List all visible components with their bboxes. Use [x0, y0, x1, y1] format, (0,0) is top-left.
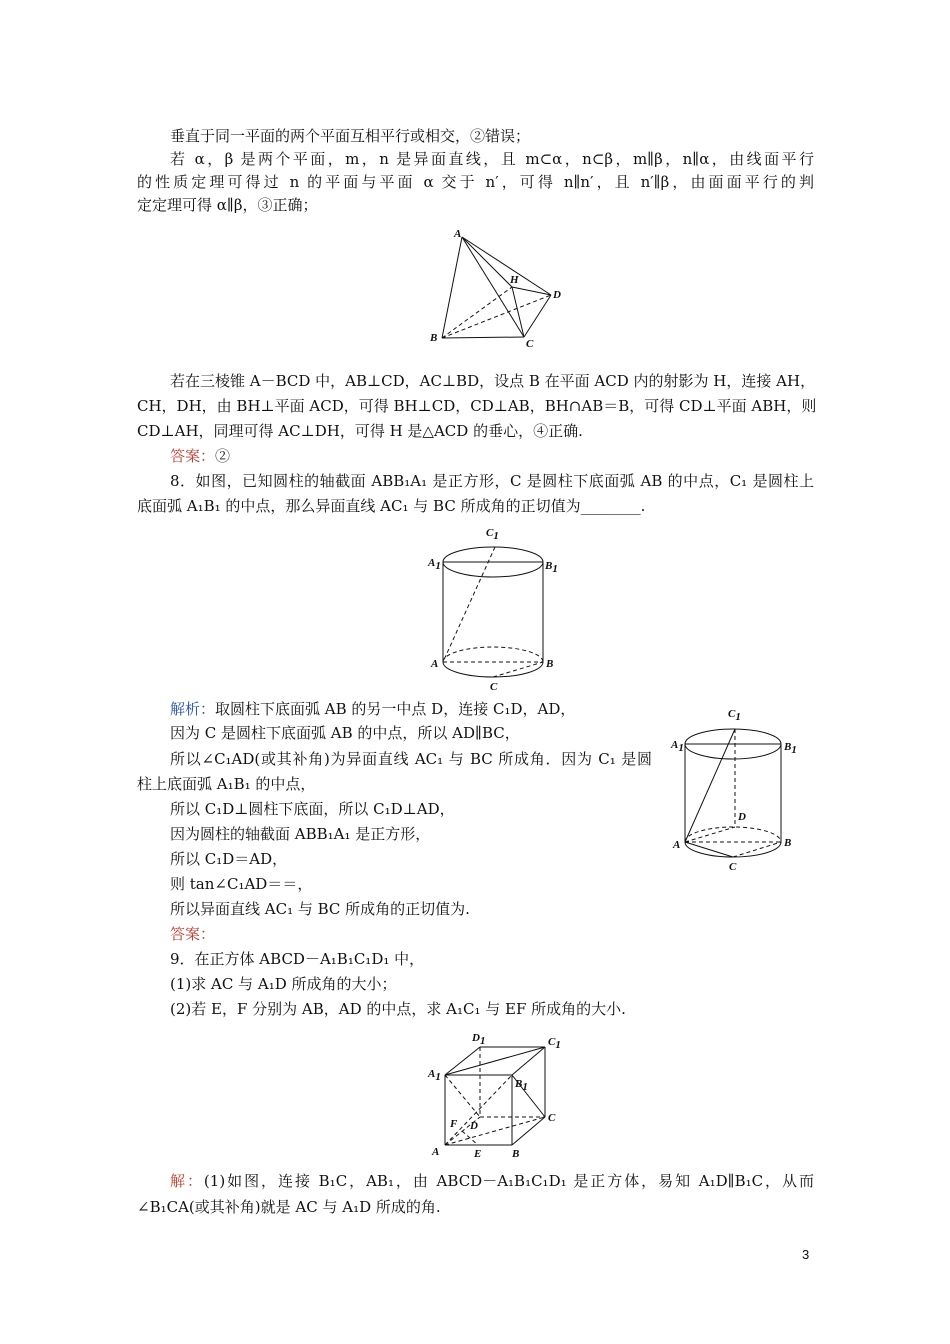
text-line: (2)若 E，F 分别为 AB，AD 的中点，求 A₁C₁ 与 EF 所成角的大小. [170, 1000, 626, 1018]
text-line: 定定理可得 α∥β，③正确； [137, 196, 318, 214]
vertex-label-D: D [470, 1120, 478, 1132]
text-line: 柱上底面弧 A₁B₁ 的中点， [137, 775, 316, 793]
text-line: 则 tan∠C₁AD＝＝， [170, 875, 313, 893]
vertex-label-A: A [454, 228, 462, 240]
solution-line [170, 1170, 814, 1192]
text-line: 所以 C₁D⊥圆柱下底面，所以 C₁D⊥AD， [170, 800, 455, 818]
vertex-label-D: D [738, 811, 746, 823]
text-line: 若 α，β 是两个平面，m，n 是异面直线，且 m⊂α，n⊂β，m∥β，n∥α，由线面平行 [170, 150, 814, 168]
vertex-label-C1: C1 [728, 708, 741, 723]
text-line: 若在三棱锥 A－BCD 中，AB⊥CD，AC⊥BD，设点 B 在平面 ACD 内的射影为 H，连接 AH， [170, 372, 816, 390]
vertex-label-E: E [474, 1148, 482, 1160]
cylinder-figure-1 [420, 522, 570, 692]
vertex-label-B: B [546, 658, 554, 670]
vertex-label-A: A [431, 658, 439, 670]
text-line: CD⊥AH，同理可得 AC⊥DH，可得 H 是△ACD 的垂心，④正确. [137, 422, 583, 440]
text-line: 垂直于同一平面的两个平面互相平行或相交，②错误； [170, 127, 531, 145]
vertex-label-B: B [430, 332, 438, 344]
vertex-label-C: C [548, 1112, 556, 1124]
answer-label: 答案： [170, 447, 216, 465]
text-line: 所以异面直线 AC₁ 与 BC 所成角的正切值为. [170, 900, 470, 918]
text-line: 所以 C₁D＝AD， [170, 850, 288, 868]
text-line: ∠B₁CA(或其补角)就是 AC 与 A₁D 所成的角. [137, 1198, 441, 1216]
text-line: 底面弧 A₁B₁ 的中点，那么异面直线 AC₁ 与 BC 所成角的正切值为________. [137, 497, 646, 515]
cylinder-figure-2 [665, 700, 815, 880]
text-line: 8．如图，已知圆柱的轴截面 ABB₁A₁ 是正方形，C 是圆柱下底面弧 AB 的中点，C₁ 是圆柱上 [170, 472, 814, 490]
text-line: 的性质定理可得过 n 的平面与平面 α 交于 n′，可得 n∥n′，且 n′∥β，由面面平行的判 [137, 173, 814, 191]
vertex-label-A1: A1 [428, 557, 441, 572]
answer-line [170, 445, 230, 467]
text-line: 所以∠C₁AD(或其补角)为异面直线 AC₁ 与 BC 所成角．因为 C₁ 是圆 [170, 750, 652, 768]
text-line: 9．在正方体 ABCD－A₁B₁C₁D₁ 中， [170, 950, 425, 968]
text-line: (1)求 AC 与 A₁D 所成角的大小； [170, 975, 397, 993]
vertex-label-A: A [673, 839, 681, 851]
vertex-label-D: D [553, 289, 561, 301]
vertex-label-B: B [512, 1148, 520, 1160]
vertex-label-A1: A1 [428, 1068, 441, 1083]
solution-label: 解： [170, 1172, 204, 1190]
text-line: CH，DH，由 BH⊥平面 ACD，可得 BH⊥CD，CD⊥AB，BH∩AB＝B，可得 CD⊥平面 ABH，则 [137, 397, 817, 415]
answer-value: ② [215, 447, 231, 465]
vertex-label-C: C [526, 338, 534, 350]
vertex-label-A: A [432, 1146, 440, 1158]
vertex-label-F: F [450, 1118, 458, 1130]
analysis-label: 解析： [170, 700, 216, 718]
text-line: 因为圆柱的轴截面 ABB₁A₁ 是正方形， [170, 825, 431, 843]
vertex-label-B1: B1 [515, 1078, 528, 1093]
vertex-label-H: H [510, 274, 519, 286]
analysis-text: 取圆柱下底面弧 AB 的另一中点 D，连接 C₁D，AD， [215, 700, 576, 718]
vertex-label-C1: C1 [486, 527, 499, 542]
analysis-line [170, 698, 575, 720]
vertex-label-C: C [490, 681, 498, 693]
vertex-label-C: C [729, 861, 737, 873]
vertex-label-B: B [784, 837, 792, 849]
vertex-label-C1: C1 [548, 1036, 561, 1051]
page-number: 3 [802, 1247, 810, 1262]
vertex-label-A1: A1 [671, 739, 684, 754]
answer-label: 答案： [170, 925, 216, 943]
tetrahedron-figure [420, 225, 580, 350]
solution-text: (1)如图，连接 B₁C，AB₁，由 ABCD－A₁B₁C₁D₁ 是正方体，易知 A₁D∥B₁C，从而 [203, 1172, 814, 1190]
vertex-label-B1: B1 [545, 560, 558, 575]
vertex-label-B1: B1 [784, 741, 797, 756]
cube-figure [420, 1025, 570, 1165]
text-line: 因为 C 是圆柱下底面弧 AB 的中点，所以 AD∥BC， [170, 724, 520, 742]
vertex-label-D1: D1 [472, 1032, 486, 1047]
